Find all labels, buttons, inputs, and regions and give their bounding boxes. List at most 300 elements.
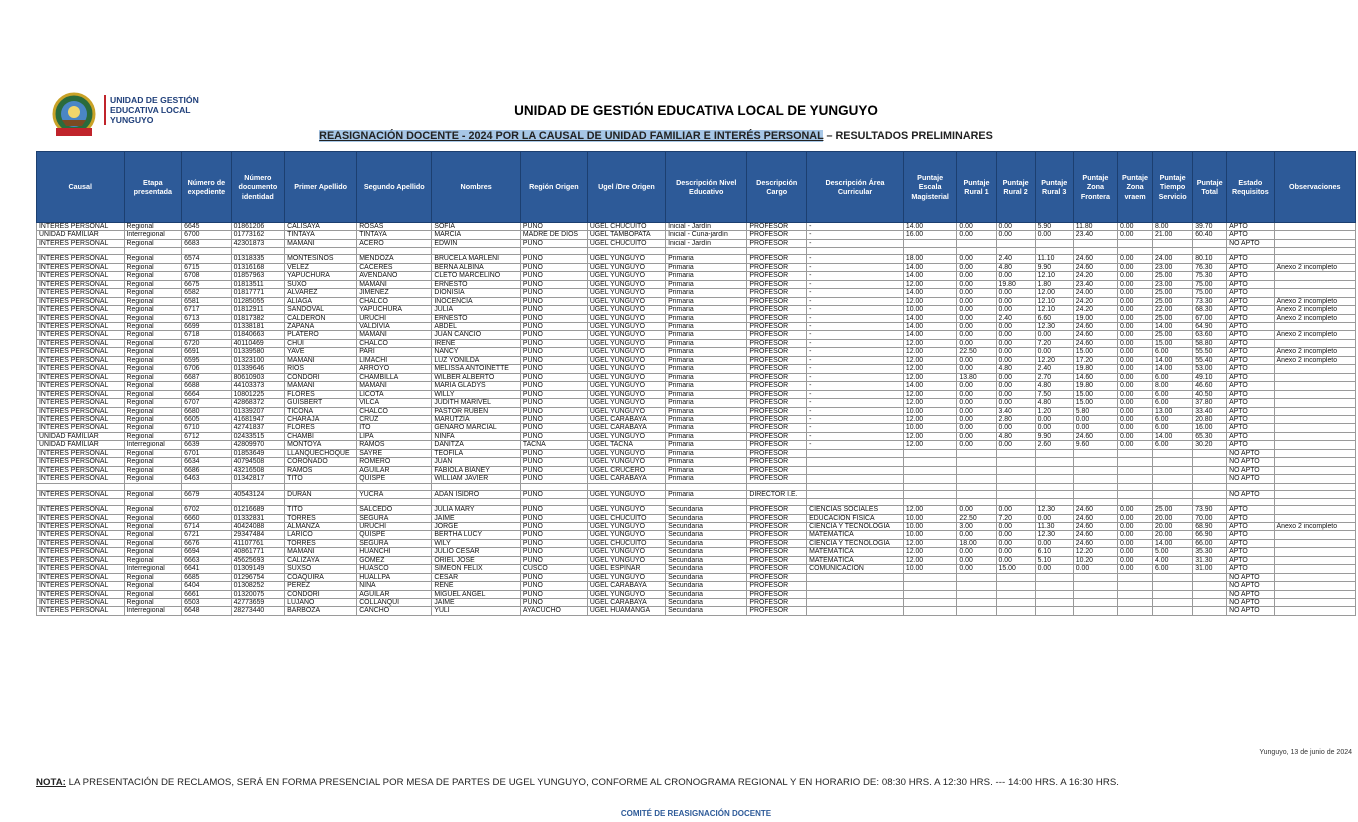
table-cell: INTERÉS PERSONAL [37,607,125,615]
table-cell: Regional [124,531,182,539]
table-cell [124,483,182,490]
table-cell: 01316168 [231,263,285,271]
table-cell: PUNO [520,432,587,440]
table-cell: APTO [1227,399,1274,407]
table-cell: INTERÉS PERSONAL [37,548,125,556]
table-cell [432,248,521,255]
table-cell [1274,415,1355,423]
table-cell: 0.00 [957,331,996,339]
table-cell: 14.00 [903,263,957,271]
table-cell: 14.00 [903,382,957,390]
table-cell: INTERÉS PERSONAL [37,466,125,474]
table-cell: 2.60 [1035,441,1073,449]
table-cell: INTERÉS PERSONAL [37,306,125,314]
table-cell: NO APTO [1227,466,1274,474]
table-cell: 73.30 [1193,297,1227,305]
table-cell: PASTOR RUBEN [432,407,521,415]
table-cell: ALMANZA [285,522,357,530]
table-cell: 42301873 [231,239,285,247]
table-cell: Secundaria [666,556,747,564]
table-cell: 10.00 [903,531,957,539]
table-cell: UGEL YUNGUYO [587,432,665,440]
table-cell: UGEL YUNGUYO [587,306,665,314]
table-cell: APTO [1227,373,1274,381]
table-cell: EDWIN [432,239,521,247]
column-header: Observaciones [1274,152,1355,223]
table-cell [1274,339,1355,347]
table-cell [1035,582,1073,590]
table-cell: 13.00 [1153,407,1193,415]
table-cell: 0.00 [1118,441,1153,449]
table-cell: CALISAYA [285,223,357,231]
table-cell: PUNO [520,399,587,407]
table-cell: 0.00 [996,331,1035,339]
table-cell: APTO [1227,514,1274,522]
table-cell: Regional [124,306,182,314]
table-row [37,441,1356,449]
table-cell: 42809970 [231,441,285,449]
table-cell: CLETO MARCELINO [432,272,521,280]
table-cell: 01318335 [231,255,285,263]
table-cell: MARUTZIA [432,415,521,423]
table-cell: 15.00 [1073,390,1117,398]
table-cell: JUDITH MARIVEL [432,399,521,407]
table-cell: 0.00 [1118,223,1153,231]
table-cell: 24.00 [1073,289,1117,297]
table-cell: 70.00 [1193,514,1227,522]
table-cell [1274,223,1355,231]
table-cell: 0.00 [1118,539,1153,547]
table-cell: 02433515 [231,432,285,440]
table-cell: 43216508 [231,466,285,474]
table-cell: PUNO [520,407,587,415]
table-cell: Anexo 2 incompleto [1274,356,1355,364]
table-cell: 9.60 [1073,441,1117,449]
table-cell: APTO [1227,306,1274,314]
table-row [37,272,1356,280]
table-cell: UGEL YUNGUYO [587,449,665,457]
table-cell: PUNO [520,599,587,607]
table-cell: PROFESOR [747,573,807,581]
table-cell: 0.00 [1118,531,1153,539]
table-cell: 6685 [182,573,231,581]
table-cell: 01339646 [231,365,285,373]
table-cell: UGEL YUNGUYO [587,407,665,415]
table-cell: 12.00 [903,506,957,514]
table-cell: 33.40 [1193,407,1227,415]
table-cell: Primaria [666,399,747,407]
table-cell: WILLY [432,390,521,398]
table-cell: 14.00 [1153,365,1193,373]
table-cell: SEGURA [357,514,432,522]
table-cell: DIONISIA [432,289,521,297]
table-cell: ARROYO [357,365,432,373]
table-cell: 44103373 [231,382,285,390]
table-cell: 6.60 [1035,314,1073,322]
table-cell: 24.60 [1073,514,1117,522]
table-cell [1153,573,1193,581]
table-cell [1274,565,1355,573]
table-cell: Primaria [666,306,747,314]
table-cell [807,466,904,474]
table-cell: UGEL YUNGUYO [587,522,665,530]
table-cell [957,590,996,598]
table-cell: - [807,348,904,356]
table-cell [182,483,231,490]
table-cell: INTERÉS PERSONAL [37,272,125,280]
table-cell [1274,289,1355,297]
table-cell: APTO [1227,289,1274,297]
table-cell [520,483,587,490]
table-cell: 01338181 [231,322,285,330]
column-header: Puntaje Total [1193,152,1227,223]
table-cell: - [807,382,904,390]
table-cell: Inicial - Jardín [666,223,747,231]
table-cell [1274,399,1355,407]
table-cell: MARIA GLADYS [432,382,521,390]
table-cell [1193,466,1227,474]
table-cell: INTERÉS PERSONAL [37,556,125,564]
table-cell: APTO [1227,365,1274,373]
table-cell: CRUZ [357,415,432,423]
table-cell: UGEL CARABAYA [587,582,665,590]
table-cell: APTO [1227,280,1274,288]
table-cell: PROFESOR [747,539,807,547]
table-cell [957,499,996,506]
table-cell: PROFESOR [747,322,807,330]
table-cell: 0.00 [996,223,1035,231]
table-cell: QUISPE [357,475,432,483]
table-cell [903,573,957,581]
table-cell: 12.00 [903,297,957,305]
table-cell: 6641 [182,565,231,573]
table-cell: ORIEL JOSE [432,556,521,564]
table-cell [957,475,996,483]
table-cell: INTERÉS PERSONAL [37,280,125,288]
table-cell: 7.20 [1035,339,1073,347]
table-cell: 0.00 [957,399,996,407]
table-cell: PROFESOR [747,556,807,564]
table-cell: 01840663 [231,331,285,339]
column-header: Número documento identidad [231,152,285,223]
committee-signature: COMITÉ DE REASIGNACIÓN DOCENTE [620,809,772,818]
table-cell: 0.00 [957,297,996,305]
table-cell: INTERÉS PERSONAL [37,339,125,347]
table-cell: CHALCO [357,339,432,347]
table-cell: COAQUIRA [285,573,357,581]
table-cell: APTO [1227,231,1274,239]
table-cell [1153,590,1193,598]
table-cell: 75.00 [1193,289,1227,297]
table-cell: 6707 [182,399,231,407]
table-cell: 12.10 [1035,272,1073,280]
table-cell: YUCRA [357,490,432,498]
table-cell: PUNO [520,514,587,522]
table-cell: Anexo 2 incompleto [1274,297,1355,305]
table-cell: PROFESOR [747,424,807,432]
table-cell: - [807,373,904,381]
table-cell [231,499,285,506]
table-cell: 01857963 [231,272,285,280]
table-cell [1073,458,1117,466]
table-cell [1035,483,1073,490]
table-cell [807,607,904,615]
table-row [37,322,1356,330]
table-cell: Secundaria [666,599,747,607]
table-cell: SANDOVAL [285,306,357,314]
table-cell [996,466,1035,474]
table-cell: 25.00 [1153,272,1193,280]
table-cell: 6661 [182,590,231,598]
table-cell: 45625693 [231,556,285,564]
table-cell: LARICO [285,531,357,539]
table-cell: PUNO [520,223,587,231]
table-cell: 01812911 [231,306,285,314]
table-cell: 6717 [182,306,231,314]
table-cell: ALVAREZ [285,289,357,297]
table-cell: 68.30 [1193,306,1227,314]
table-cell [1073,499,1117,506]
table-cell: 0.00 [1118,280,1153,288]
table-cell [957,248,996,255]
table-cell: Regional [124,506,182,514]
table-cell: Regional [124,356,182,364]
table-cell: AYACUCHO [520,607,587,615]
separator-row [37,483,1356,490]
table-cell: INTERÉS PERSONAL [37,573,125,581]
table-cell [807,499,904,506]
table-cell: DIRECTOR I.E. [747,490,807,498]
table-cell: APTO [1227,297,1274,305]
table-cell: Secundaria [666,582,747,590]
table-cell: Anexo 2 incompleto [1274,314,1355,322]
table-cell: PARI [357,348,432,356]
table-cell: Interregional [124,231,182,239]
table-cell: ADAN ISIDRO [432,490,521,498]
table-cell: 12.00 [903,556,957,564]
table-cell: 63.60 [1193,331,1227,339]
table-cell: 4.80 [996,263,1035,271]
table-cell: 01285055 [231,297,285,305]
table-cell: 0.00 [1118,331,1153,339]
table-cell: 20.00 [1153,522,1193,530]
table-cell: UGEL YUNGUYO [587,390,665,398]
table-cell: PROFESOR [747,466,807,474]
table-cell: Regional [124,573,182,581]
table-row [37,373,1356,381]
table-cell: INTERÉS PERSONAL [37,356,125,364]
table-cell: CHALCO [357,297,432,305]
logo-line-2: EDUCATIVA LOCAL [110,105,191,115]
table-cell: MAMANI [357,331,432,339]
table-cell: 46.60 [1193,382,1227,390]
table-cell: PUNO [520,548,587,556]
table-cell: UGEL CARABAYA [587,599,665,607]
table-cell [1153,475,1193,483]
table-cell [903,490,957,498]
table-body [37,223,1356,616]
table-cell [1118,466,1153,474]
table-cell: 7.20 [996,514,1035,522]
table-cell: 76.30 [1193,263,1227,271]
table-cell: MATEMÁTICA [807,548,904,556]
table-cell: 0.00 [957,289,996,297]
table-cell: 6581 [182,297,231,305]
table-cell: 20.00 [1153,514,1193,522]
table-cell: TINTAYA [285,231,357,239]
table-row [37,565,1356,573]
table-cell: INTERÉS PERSONAL [37,415,125,423]
table-cell: 2.40 [1035,365,1073,373]
table-cell: 12.00 [903,348,957,356]
table-cell: PUNO [520,449,587,457]
table-cell [1193,475,1227,483]
table-cell [1274,599,1355,607]
table-cell: ERNESTO [432,314,521,322]
table-cell [996,599,1035,607]
table-cell: Anexo 2 incompleto [1274,263,1355,271]
table-cell [1118,248,1153,255]
table-cell [1073,573,1117,581]
table-cell: INTERÉS PERSONAL [37,458,125,466]
table-cell: 2.40 [996,255,1035,263]
table-cell: 0.00 [1118,407,1153,415]
table-cell: NO APTO [1227,239,1274,247]
table-cell [666,499,747,506]
table-cell [1193,573,1227,581]
table-cell: 0.00 [957,231,996,239]
table-cell [1073,490,1117,498]
table-cell: NO APTO [1227,573,1274,581]
table-cell: - [807,322,904,330]
table-cell: 6686 [182,466,231,474]
table-cell: APTO [1227,331,1274,339]
table-cell: 75.30 [1193,272,1227,280]
column-header: Ugel /Dre Origen [587,152,665,223]
table-cell: 0.00 [996,382,1035,390]
table-cell: 6700 [182,231,231,239]
document-subtitle [0,130,1312,142]
column-header: Descripción Área Curricular [807,152,904,223]
table-cell: 0.00 [1118,322,1153,330]
table-cell: Regional [124,223,182,231]
table-cell: RAMOS [357,441,432,449]
table-cell: 11.30 [1035,522,1073,530]
table-cell: JIMENEZ [357,289,432,297]
table-cell [1193,582,1227,590]
table-cell: Secundaria [666,522,747,530]
table-cell: 41681947 [231,415,285,423]
table-cell [1274,506,1355,514]
table-cell [124,499,182,506]
table-cell: 13.80 [957,373,996,381]
table-cell: 12.00 [903,390,957,398]
table-cell: PROFESOR [747,339,807,347]
table-cell: 6701 [182,449,231,457]
table-cell: ALIAGA [285,297,357,305]
table-cell [1274,373,1355,381]
table-row [37,449,1356,457]
table-cell: 01773162 [231,231,285,239]
table-cell: 0.00 [1035,539,1073,547]
table-cell [903,599,957,607]
table-cell: CIENCIA Y TECNOLOGÍA [807,522,904,530]
table-cell: NO APTO [1227,475,1274,483]
table-cell: Regional [124,390,182,398]
table-cell: 0.00 [957,280,996,288]
table-cell: 29347484 [231,531,285,539]
table-cell: 67.00 [1193,314,1227,322]
table-cell: PEREZ [285,582,357,590]
table-cell: 75.00 [1193,280,1227,288]
table-cell: 0.00 [1118,263,1153,271]
table-cell: 0.00 [957,365,996,373]
table-cell: 4.00 [1153,556,1193,564]
table-cell: Regional [124,548,182,556]
table-cell: Regional [124,339,182,347]
table-cell: PUNO [520,339,587,347]
table-cell [1274,432,1355,440]
table-cell: Regional [124,522,182,530]
table-cell: DURAN [285,490,357,498]
table-cell: 24.60 [1073,263,1117,271]
table-cell: 12.10 [1035,297,1073,305]
table-cell: - [807,390,904,398]
table-cell: 12.00 [903,548,957,556]
table-cell: 10801225 [231,390,285,398]
table-cell [124,248,182,255]
table-cell: UGEL YUNGUYO [587,490,665,498]
table-cell: INOCENCIA [432,297,521,305]
table-cell: UGEL CRUCERO [587,466,665,474]
table-cell: VILCA [357,399,432,407]
table-cell: 5.80 [1073,407,1117,415]
table-cell: JAIME [432,599,521,607]
table-cell: - [807,365,904,373]
table-cell: 10.00 [903,522,957,530]
table-cell: 6.00 [1153,373,1193,381]
table-cell: UGEL CHUCUITO [587,223,665,231]
table-cell: SOFIA [432,223,521,231]
table-cell: PROFESOR [747,565,807,573]
table-cell [587,483,665,490]
table-cell [903,582,957,590]
table-cell: CIENCIAS SOCIALES [807,506,904,514]
table-cell: UGEL YUNGUYO [587,590,665,598]
table-cell: Regional [124,432,182,440]
table-cell: BERTHA LUCY [432,531,521,539]
column-header: Estado Requisitos [1227,152,1274,223]
table-cell: Secundaria [666,506,747,514]
table-cell [587,499,665,506]
table-cell: 0.00 [1118,415,1153,423]
table-cell: APTO [1227,407,1274,415]
table-cell [1153,466,1193,474]
table-cell: Primaria [666,432,747,440]
separator-row [37,499,1356,506]
table-cell: 9.90 [1035,263,1073,271]
table-cell: ZAPANA [285,322,357,330]
table-cell [1274,582,1355,590]
table-cell: INTERÉS PERSONAL [37,382,125,390]
column-header: Nombres [432,152,521,223]
table-cell [957,458,996,466]
table-cell [903,590,957,598]
table-cell: PROFESOR [747,458,807,466]
table-cell: PROFESOR [747,522,807,530]
table-cell: PUNO [520,590,587,598]
table-cell: PROFESOR [747,272,807,280]
